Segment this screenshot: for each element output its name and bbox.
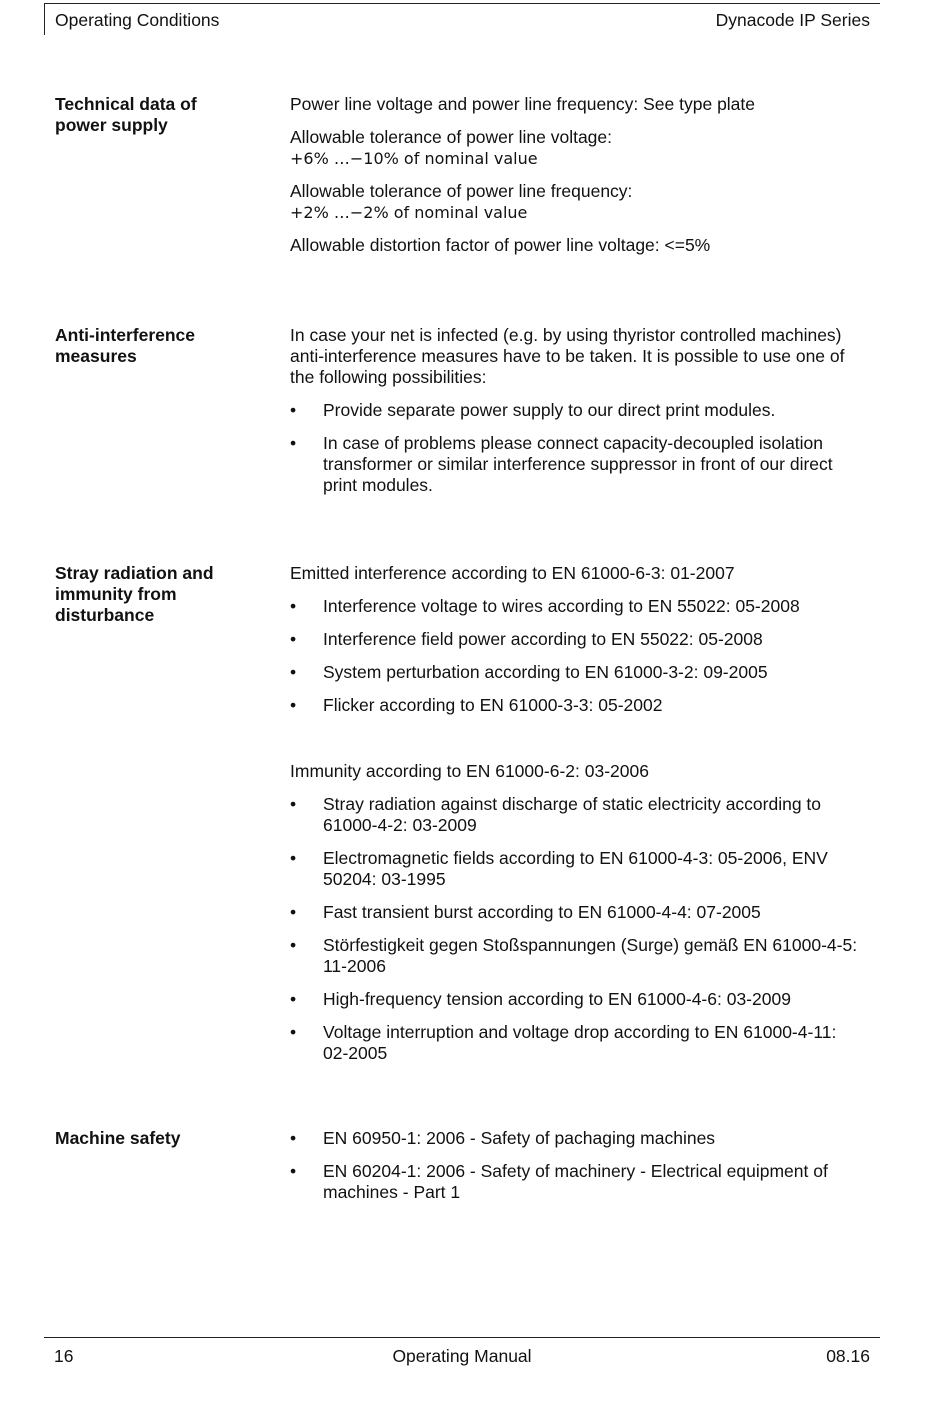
list-item: • Interference field power according to EN 55022: 05-2008	[290, 629, 870, 650]
list-item: • Interference voltage to wires according to EN 55022: 05-2008	[290, 596, 870, 617]
paragraph-line: Allowable tolerance of power line frequency:	[290, 181, 633, 201]
list-item: • Störfestigkeit gegen Stoßspannungen (Surge) gemäß EN 61000-4-5: 11-2006	[290, 935, 870, 977]
paragraph: Power line voltage and power line frequency: See type plate	[290, 94, 756, 114]
footer-title: Operating Manual	[392, 1346, 532, 1366]
bullet-list	[290, 1128, 870, 1203]
page-number: 16	[54, 1346, 74, 1366]
list-item: • Stray radiation against discharge of static electricity according to 61000-4-2: 03-2009	[290, 794, 870, 836]
footer-date: 08.16	[826, 1346, 870, 1366]
paragraph: In case your net is infected (e.g. by using thyristor controlled machines) anti-interference measures have to be taken. It is possible to use one of the following possibilities:	[290, 325, 845, 387]
bullet-list	[290, 596, 870, 716]
paragraph-line: +2% …−2% of nominal value	[290, 203, 528, 222]
spacer	[290, 728, 870, 761]
paragraph-line: Allowable tolerance of power line voltage:	[290, 127, 612, 147]
list-item: • Fast transient burst according to EN 61000-4-4: 07-2005	[290, 902, 870, 923]
paragraph	[290, 181, 870, 223]
paragraph: Allowable distortion factor of power line voltage: <=5%	[290, 235, 711, 255]
section-content	[290, 94, 870, 268]
section-content	[290, 325, 870, 508]
paragraph-line: +6% …−10% of nominal value	[290, 149, 538, 168]
bullet-list	[290, 794, 870, 1064]
list-item: • Flicker according to EN 61000-3-3: 05-2002	[290, 695, 870, 716]
list-item: • Provide separate power supply to our direct print modules.	[290, 400, 870, 421]
bullet-list	[290, 400, 870, 496]
paragraph: Emitted interference according to EN 61000-6-3: 01-2007	[290, 563, 735, 583]
section-label: Anti-interference measures	[55, 325, 196, 366]
list-item: • Voltage interruption and voltage drop according to EN 61000-4-11: 02-2005	[290, 1022, 870, 1064]
paragraph	[290, 127, 870, 169]
paragraph: Immunity according to EN 61000-6-2: 03-2006	[290, 761, 649, 781]
section-content	[290, 1128, 870, 1215]
header-product-name: Dynacode IP Series	[715, 10, 870, 30]
page-footer	[44, 1337, 880, 1378]
list-item: • System perturbation according to EN 61000-3-2: 09-2005	[290, 662, 870, 683]
header-chapter-title: Operating Conditions	[55, 10, 220, 30]
section-content	[290, 563, 870, 1076]
list-item: • EN 60950-1: 2006 - Safety of pachaging machines	[290, 1128, 870, 1149]
list-item: • High-frequency tension according to EN 61000-4-6: 03-2009	[290, 989, 870, 1010]
list-item: • Electromagnetic fields according to EN 61000-4-3: 05-2006, ENV 50204: 03-1995	[290, 848, 870, 890]
page-header	[44, 3, 880, 35]
list-item: • In case of problems please connect capacity-decoupled isolation transformer or similar interference suppressor in front of our direct print modules.	[290, 433, 870, 496]
section-label: Technical data of power supply	[55, 94, 197, 135]
section-label: Stray radiation and immunity from disturbance	[55, 563, 214, 625]
section-label: Machine safety	[55, 1128, 181, 1148]
list-item: • EN 60204-1: 2006 - Safety of machinery - Electrical equipment of machines - Part 1	[290, 1161, 870, 1203]
